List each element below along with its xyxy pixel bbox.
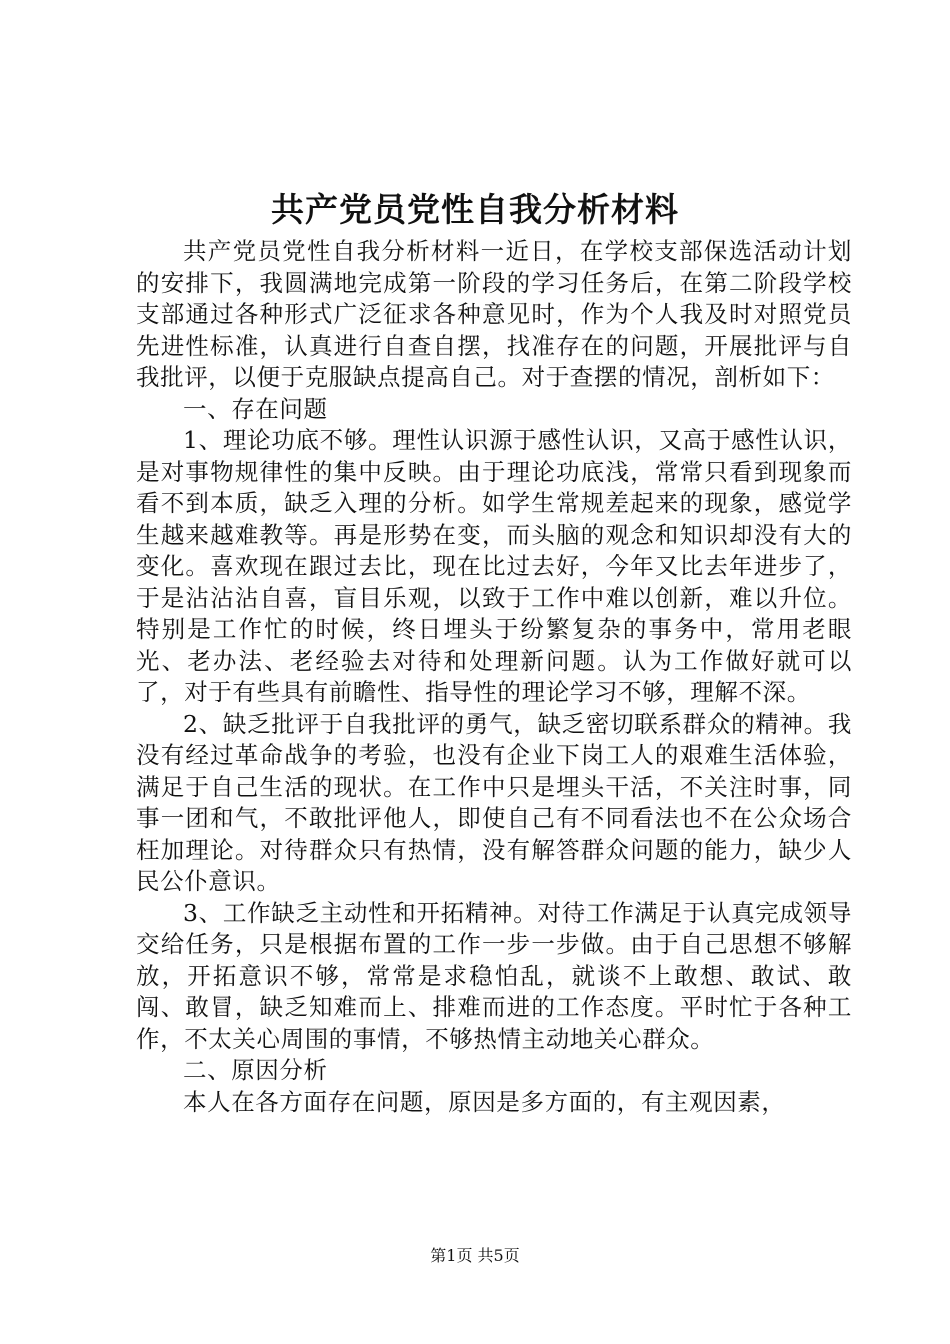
problem-3-paragraph: 3、工作缺乏主动性和开拓精神。对待工作满足于认真完成领导交给任务，只是根据布置的工作一步一步做。由于自己思想不够解放，开拓意识不够，常常是求稳怕乱，就谈不上敢想、敢试、敢闯、敢冒，缺乏知难而上、排难而进的工作态度。平时忙于各种工作，不太关心周围的事情，不够热情主动地关心群众。 bbox=[136, 898, 852, 1053]
problem-2-paragraph: 2、缺乏批评于自我批评的勇气，缺乏密切联系群众的精神。我没有经过革命战争的考验，也没有企业下岗工人的艰难生活体验，满足于自己生活的现状。在工作中只是埋头干活，不关注时事，同事一团和气，不敢批评他人，即使自己有不同看法也不在公众场合枉加理论。对待群众只有热情，没有解答群众问题的能力，缺少人民公仆意识。 bbox=[136, 709, 852, 895]
document-title: 共产党员党性自我分析材料 bbox=[271, 190, 679, 229]
causes-paragraph: 本人在各方面存在问题，原因是多方面的，有主观因素， bbox=[183, 1087, 786, 1116]
document-body bbox=[136, 236, 852, 1118]
intro-paragraph: 共产党员党性自我分析材料一近日，在学校支部保选活动计划的安排下，我圆满地完成第一阶段的学习任务后，在第二阶段学校支部通过各种形式广泛征求各种意见时，作为个人我及时对照党员先进性标准，认真进行自查自摆，找准存在的问题，开展批评与自我批评，以便于克服缺点提高自己。对于查摆的情况，剖析如下： bbox=[136, 237, 852, 391]
section-heading-causes: 二、原因分析 bbox=[183, 1056, 328, 1084]
page-number-footer: 第1页 共5页 bbox=[430, 1246, 520, 1265]
section-heading-problems: 一、存在问题 bbox=[183, 394, 328, 423]
problem-1-paragraph: 1、理论功底不够。理性认识源于感性认识，又高于感性认识，是对事物规律性的集中反映。由于理论功底浅，常常只看到现象而看不到本质，缺乏入理的分析。如学生常规差起来的现象，感觉学生越来越难教等。再是形势在变，而头脑的观念和知识却没有大的变化。喜欢现在跟过去比，现在比过去好，今年又比去年进步了，于是沾沾沾自喜，盲目乐观，以致于工作中难以创新，难以升位。特别是工作忙的时候，终日埋头于纷繁复杂的事务中，常用老眼光、老办法、老经验去对待和处理新问题。认为工作做好就可以了，对于有些具有前瞻性、指导性的理论学习不够，理解不深。 bbox=[136, 426, 852, 706]
